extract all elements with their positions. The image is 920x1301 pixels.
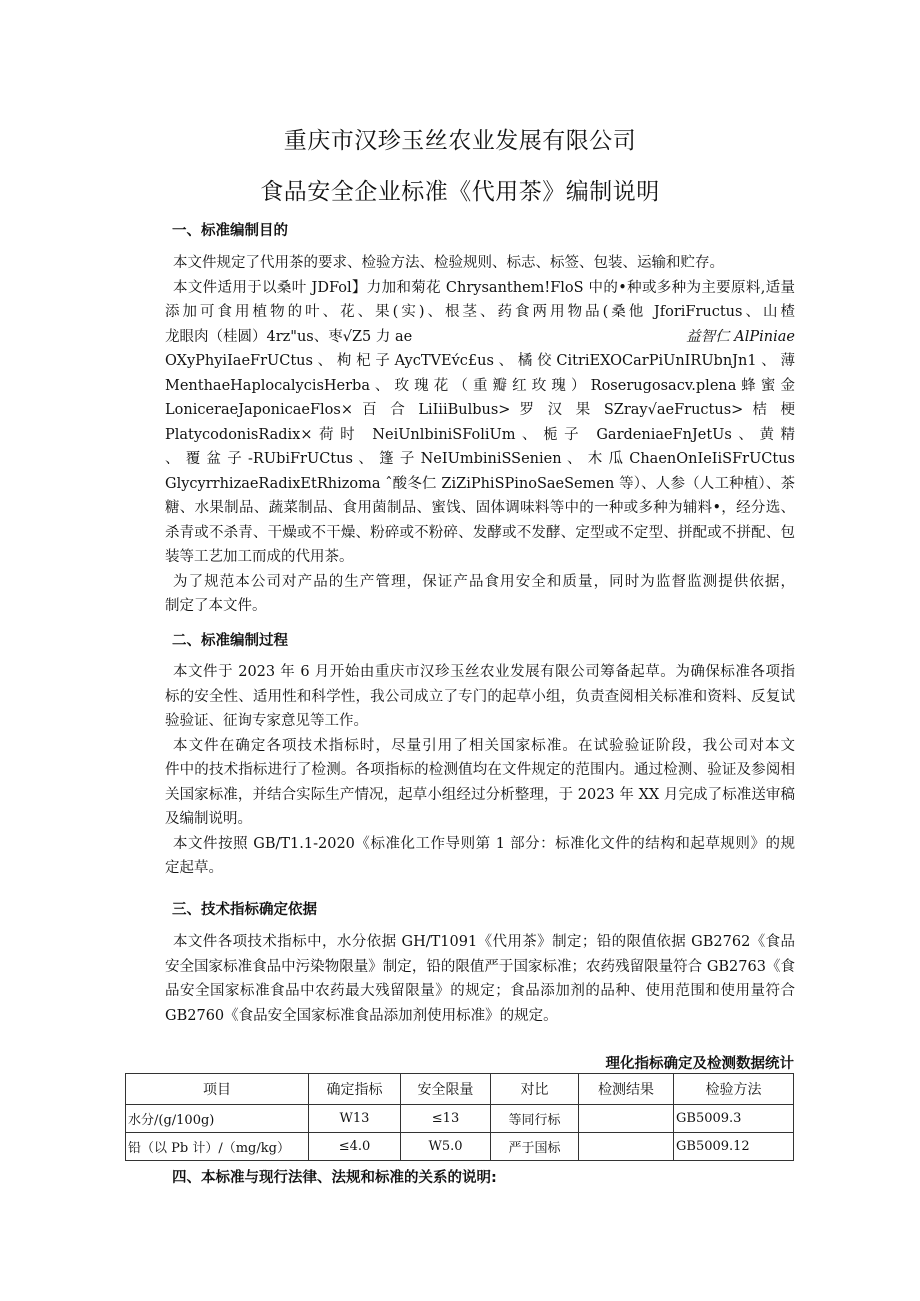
text-line [165,251,795,276]
text-line [165,423,795,448]
section-heading-2: 二、标准编制过程 [172,633,288,649]
header-result: 检测结果 [579,1074,674,1105]
cell-item: 水分/(g/100g) [126,1105,309,1133]
cell-result [579,1105,674,1133]
document-title: 食品安全企业标准《代用茶》编制说明 [260,179,660,205]
text-line-content: 验验证、征询专家意见等工作。 [165,713,368,729]
text-line-content: 本文件适用于以桑叶 JDFol】力加和菊花 Chrysanthem!FloS 中的•种或多种为主要原料,适量 [173,279,795,296]
cell-item: 铅（以 Pb 计）/（mg/kg） [126,1133,309,1161]
header-indicator: 确定指标 [309,1074,401,1105]
header-item: 项目 [126,1074,309,1105]
text-line [165,685,795,710]
table-header-row [126,1074,794,1105]
text-line-content: 装等工艺加工而成的代用茶。 [165,549,354,565]
text-line [165,521,795,546]
text-line-content: 品安全国家标准食品中农药最大残留限量》的规定；食品添加剂的品种、使用范围和使用量符合 [165,983,795,999]
text-line-content: 本文件按照 GB/T1.1-2020《标准化工作导则第 1 部分：标准化文件的结构和起草规则》的规 [173,835,795,852]
section-heading-4: 四、本标准与现行法律、法规和标准的关系的说明: [172,1170,497,1186]
text-line-content: MenthaeHaplocalycisHerba 、 玫 瑰 花 （ 重 瓣 红 玫 瑰 ） Roserugosacv.plena 蜂 蜜 金 [165,377,795,394]
text-line-content: 、 覆 盆 子 -RUbiFrUCtus 、 篷 子 NeIUmbiniSSenien 、 木 瓜 ChaenOnIeIiSFrUCtus [165,451,795,467]
text-line [165,545,795,570]
text-line [165,496,795,521]
text-line-content: LoniceraeJaponicaeFlos× 百 合 LiIiiBulbus> 罗 汉 果 SZray√aeFructus> 桔 梗 [165,402,795,418]
cell-result [579,1133,674,1161]
text-line [165,734,795,759]
text-line-content: 糖、水果制品、蔬菜制品、食用菌制品、蜜饯、固体调味料等中的一种或多种为辅料•，经分选、 [165,500,795,516]
text-line-content: GB2760《食品安全国家标准食品添加剂使用标准》的规定。 [165,1007,558,1024]
cell-indicator: W13 [309,1105,401,1133]
section-heading-1: 一、标准编制目的 [172,223,288,239]
section-body-2 [165,660,795,881]
text-line-content: 本文件规定了代用茶的要求、检验方法、检验规则、标志、标签、包装、运输和贮存。 [173,255,724,271]
cell-safety-limit: W5.0 [401,1133,491,1161]
text-line [165,709,795,734]
text-line [165,374,795,399]
company-title: 重庆市汉珍玉丝农业发展有限公司 [283,128,637,154]
text-line [165,783,795,808]
table-row [126,1105,794,1133]
text-line [165,472,795,497]
cell-method: GB5009.12 [674,1133,794,1161]
text-line-content: 龙眼肉（桂圆）4rz"us、枣√Z5 力 ae [165,328,413,345]
text-line-content: PlatycodonisRadix×荷时 NeiUnlbiniSFoliUm、栀子 GardeniaeFnJetUs、黄精 [165,426,795,443]
table-caption: 理化指标确定及检测数据统计 [605,1056,794,1072]
text-line-content: 安全国家标准食品中污染物限量》制定，铅的限值严于国家标准；农药残留限量符合 GB2763《食 [165,958,795,975]
text-line [165,807,795,832]
text-line [165,930,795,955]
cell-method: GB5009.3 [674,1105,794,1133]
text-line-content: 添加可食用植物的叶、花、果(实)、根茎、药食两用物品(桑他 JforiFructus、山楂 [165,304,795,320]
text-line [165,594,795,619]
text-line [165,447,795,472]
text-line [165,276,795,301]
section-body-1 [165,251,795,619]
cell-comparison: 严于国标 [491,1133,579,1161]
text-line [165,349,795,374]
text-line-content: 标的安全性、适用性和科学性，我公司成立了专门的起草小组，负责查阅相关标准和资料、反复试 [165,688,795,705]
section-heading-3: 三、技术指标确定依据 [172,902,317,918]
text-line-content: OXyPhyiIaeFrUCtus 、 枸 杞 子 AycTVEv́c£us 、 橘 佼 CitriEXOCarPiUnIRUbnJn1 、 薄 [165,353,795,369]
section-body-3 [165,930,795,1028]
text-line-content: 本文件在确定各项技术指标时，尽量引用了相关国家标准。在试验验证阶段，我公司对本文 [173,737,795,754]
text-line [165,570,795,595]
text-line [165,660,795,685]
text-line-content: 关国家标准，并结合实际生产情况，起草小组经过分析整理，于 2023 年 XX 月完成了标准送审稿 [165,786,795,803]
text-line-content: 定起草。 [165,860,223,876]
text-line [165,832,795,857]
text-line-content: 本文件各项技术指标中，水分依据 GH/T1091《代用茶》制定；铅的限值依据 GB2762《食品 [173,934,795,950]
text-line [165,300,795,325]
text-line [165,1004,795,1029]
header-method: 检验方法 [674,1074,794,1105]
text-line [165,398,795,423]
text-line-content: 本文件于 2023 年 6 月开始由重庆市汉珍玉丝农业发展有限公司筹备起草。为确保标准各项指 [173,664,795,680]
text-line-content: 件中的技术指标进行了检测。各项指标的检测值均在文件规定的范围内。通过检测、验证及参阅相 [165,762,795,778]
text-line [165,979,795,1004]
text-line-content: 杀青或不杀青、干燥或不干燥、粉碎或不粉碎、发酵或不发酵、定型或不定型、拼配或不拼配、包 [165,524,795,541]
table-row [126,1133,794,1161]
text-line-content-right: 益智仁 AlPiniae [686,328,795,345]
indicator-table [125,1073,794,1161]
header-safety-limit: 安全限量 [401,1074,491,1105]
cell-safety-limit: ≤13 [401,1105,491,1133]
cell-indicator: ≤4.0 [309,1133,401,1161]
text-line-content: 及编制说明。 [165,811,252,827]
text-line [165,856,795,881]
cell-comparison: 等同行标 [491,1105,579,1133]
text-line [165,955,795,980]
text-line [165,758,795,783]
text-line-content: 制定了本文件。 [165,598,267,614]
text-line [165,325,795,350]
text-line-content: 为了规范本公司对产品的生产管理，保证产品食用安全和质量，同时为监督监测提供依据， [173,573,795,590]
header-comparison: 对比 [491,1074,579,1105]
text-line-content: GlycyrrhizaeRadixEtRhizoma ˆ酸冬仁 ZiZiPhiSPinoSaeSemen 等）、人参（人工种植）、茶 [165,475,795,492]
